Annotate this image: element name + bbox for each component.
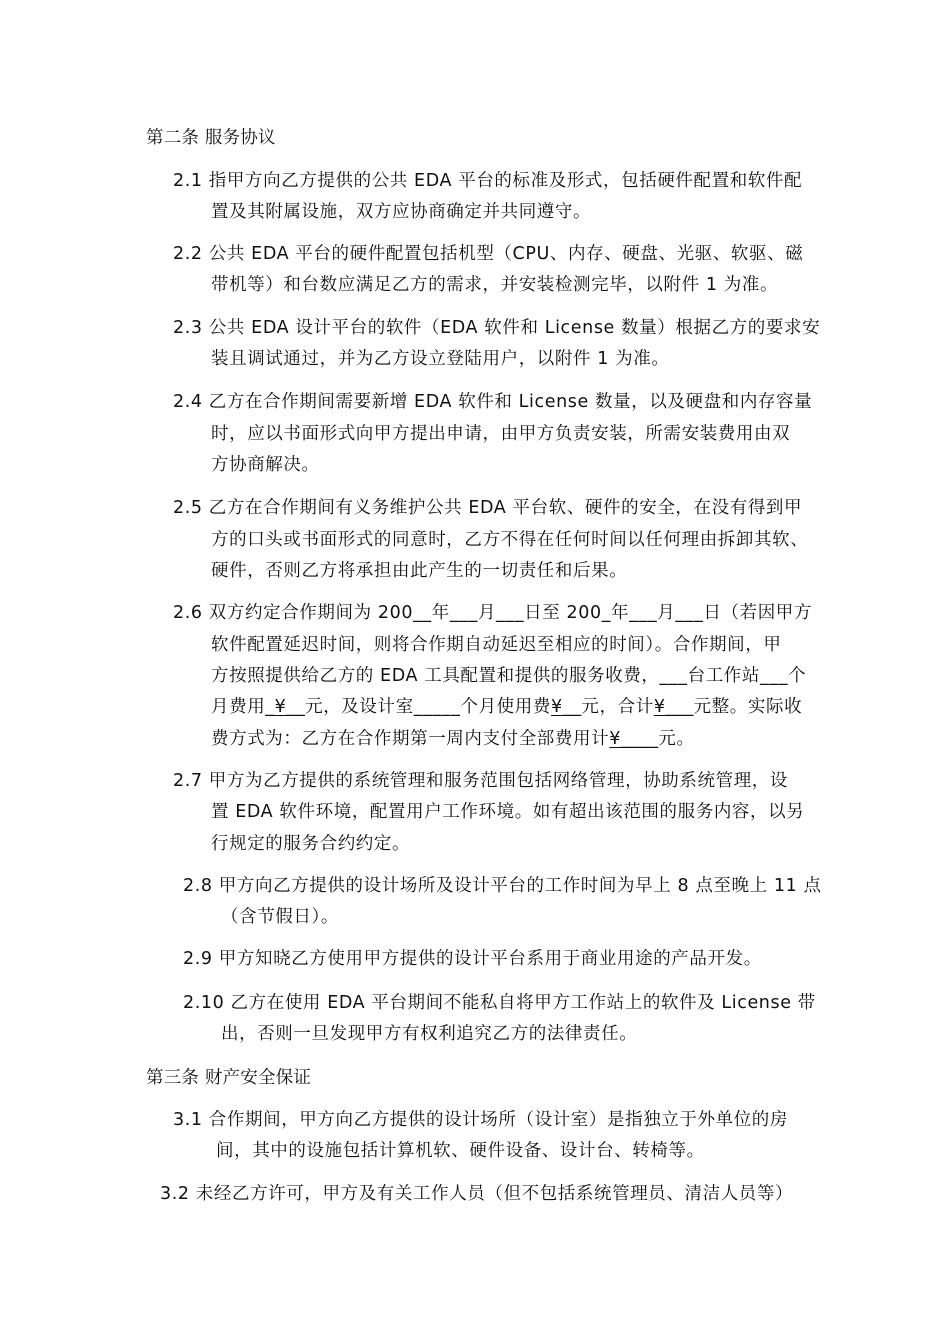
- clause-2-3-line-2: 装且调试通过，并为乙方设立登陆用户，以附件 1 为准。: [211, 349, 670, 369]
- total-fee-blank: ¥___: [653, 697, 694, 717]
- month-blank: ___: [629, 603, 658, 623]
- text-segment: 个: [788, 666, 807, 686]
- text-segment: 元。: [658, 729, 695, 749]
- clause-2-10-line-2: 出，否则一旦发现甲方有权利追究乙方的法律责任。: [221, 1024, 638, 1044]
- text-segment: 个月使用费: [460, 697, 551, 717]
- text-segment: 2.6 双方约定合作期间为 200: [173, 603, 414, 623]
- room-months-blank: _____: [413, 697, 461, 717]
- clause-2-4-line-3: 方协商解决。: [211, 455, 320, 475]
- clause-2-6-line-5: [211, 727, 695, 751]
- clause-2-7-line-2: 置 EDA 软件环境，配置用户工作环境。如有超出该范围的服务内容，以另: [211, 802, 805, 822]
- clause-2-6-line-1: [173, 601, 812, 625]
- room-fee-blank: ¥__: [550, 697, 582, 717]
- clause-3-1-line-2: 间，其中的设施包括计算机软、硬件设备、设计台、转椅等。: [216, 1141, 705, 1161]
- text-segment: 费方式为：乙方在合作期第一周内支付全部费用计: [211, 729, 610, 749]
- day-blank: ___: [675, 603, 704, 623]
- fee-blank: _¥__: [265, 697, 306, 717]
- text-segment: 月费用: [211, 697, 266, 717]
- clause-2-2-line-1: 2.2 公共 EDA 平台的硬件配置包括机型（CPU、内存、硬盘、光驱、软驱、磁: [173, 244, 804, 264]
- text-segment: 月: [657, 603, 676, 623]
- text-segment: 元整。实际收: [693, 697, 803, 717]
- clause-2-1-line-2: 置及其附属设施，双方应协商确定并共同遵守。: [211, 202, 592, 222]
- article-3-heading: 第三条 财产安全保证: [146, 1068, 312, 1088]
- text-segment: 台工作站: [687, 666, 760, 686]
- clause-2-7-line-3: 行规定的服务合约约定。: [211, 834, 411, 854]
- clause-2-8-line-1: 2.8 甲方向乙方提供的设计场所及设计平台的工作时间为早上 8 点至晚上 11 点: [183, 876, 822, 896]
- clause-2-6-line-2: 软件配置延迟时间，则将合作期自动延迟至相应的时间）。合作期间，甲: [211, 635, 782, 655]
- text-segment: 元，及设计室: [305, 697, 414, 717]
- clause-2-5-line-2: 方的口头或书面形式的同意时，乙方不得在任何时间以任何理由拆卸其软、: [211, 530, 809, 550]
- clause-2-4-line-2: 时，应以书面形式向甲方提出申请，由甲方负责安装，所需安装费用由双: [211, 424, 791, 444]
- text-segment: 日（若因甲方: [703, 603, 812, 623]
- clause-2-5-line-1: 2.5 乙方在合作期间有义务维护公共 EDA 平台软、硬件的安全，在没有得到甲: [173, 498, 803, 518]
- clause-2-2-line-2: 带机等）和台数应满足乙方的需求，并安装检测完毕，以附件 1 为准。: [211, 275, 779, 295]
- clause-2-6-line-4: [211, 695, 802, 719]
- clause-3-1-line-1: 3.1 合作期间，甲方向乙方提供的设计场所（设计室）是指独立于外单位的房: [173, 1110, 788, 1130]
- clause-2-5-line-3: 硬件，否则乙方将承担由此产生的一切责任和后果。: [211, 561, 628, 581]
- month-blank: ___: [449, 603, 478, 623]
- payment-amount-blank: ¥____: [609, 729, 659, 749]
- clause-2-1-line-1: 2.1 指甲方向乙方提供的公共 EDA 平台的标准及形式，包括硬件配置和软件配: [173, 171, 803, 191]
- text-segment: 元，合计: [581, 697, 654, 717]
- clause-2-3-line-1: 2.3 公共 EDA 设计平台的软件（EDA 软件和 License 数量）根据乙方的要求安: [173, 318, 821, 338]
- clause-2-8-line-2: （含节假日）。: [221, 907, 339, 927]
- clause-2-4-line-1: 2.4 乙方在合作期间需要新增 EDA 软件和 License 数量，以及硬盘和内存容量: [173, 392, 813, 412]
- workstation-count-blank: ___: [659, 666, 688, 686]
- year-blank: _: [601, 603, 612, 623]
- clause-2-7-line-1: 2.7 甲方为乙方提供的系统管理和服务范围包括网络管理，协助系统管理，设: [173, 771, 788, 791]
- year-blank: __: [413, 603, 432, 623]
- text-segment: 方按照提供给乙方的 EDA 工具配置和提供的服务收费，: [211, 666, 660, 686]
- text-segment: 日至 200: [524, 603, 602, 623]
- text-segment: 年: [611, 603, 630, 623]
- month-count-blank: ___: [760, 666, 789, 686]
- clause-3-2-line-1: 3.2 未经乙方许可，甲方及有关工作人员（但不包括系统管理员、清洁人员等）: [160, 1184, 794, 1204]
- text-segment: 月: [477, 603, 497, 623]
- clause-2-6-line-3: [211, 664, 806, 688]
- clause-2-10-line-1: 2.10 乙方在使用 EDA 平台期间不能私自将甲方工作站上的软件及 License 带: [183, 993, 816, 1013]
- clause-2-9-line-1: 2.9 甲方知晓乙方使用甲方提供的设计平台系用于商业用途的产品开发。: [183, 949, 762, 969]
- day-blank: ___: [496, 603, 525, 623]
- article-2-heading: 第二条 服务协议: [146, 128, 276, 148]
- text-segment: 年: [431, 603, 450, 623]
